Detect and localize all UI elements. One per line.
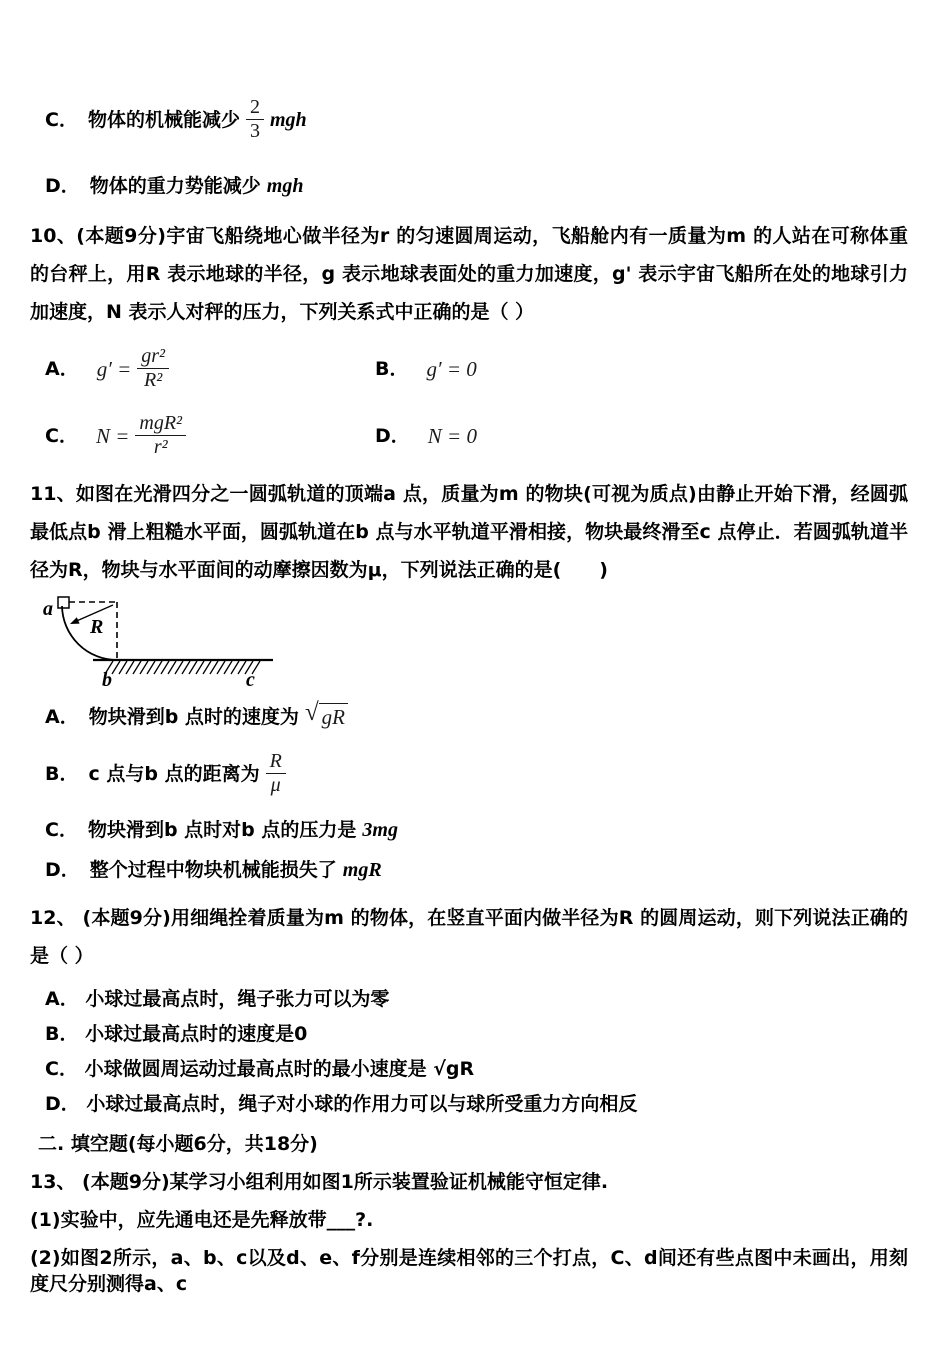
q10-option-b [375,356,908,382]
option-text: 小球过最高点时的速度是0 [85,1023,308,1045]
q12-stem: 12、 (本题9分)用细绳拴着质量为m 的物体，在竖直平面内做半径为R 的圆周运动，则下列说法正确的是（ ） [30,907,908,967]
fraction-numerator: gr² [137,345,169,369]
q11-option-b [45,750,908,797]
figure-label-c: c [246,669,255,691]
figure-label-b: b [102,669,112,691]
formula-lhs: N = [95,423,130,448]
fraction [246,96,264,143]
option-label: C． [45,1058,78,1080]
q10-option-c [45,412,375,459]
fraction [266,750,286,797]
radius-arrowhead [70,617,80,624]
q13-part2: (2)如图2所示，a、b、c以及d、e、f分别是连续相邻的三个打点，C、d间还有些点图中未画出，用刻度尺分别测得a、c [30,1247,908,1295]
option-math: mgh [266,175,304,197]
fraction-denominator: r² [153,436,168,458]
option-label: A． [45,705,79,728]
q10-stem: 10、(本题9分)宇宙飞船绕地心做半径为r 的匀速圆周运动，飞船舱内有一质量为m 的人站在可称体重的台秤上，用R 表示地球的半径，g 表示地球表面处的重力加速度，g' 表示宇宙飞船所在处的地球引力加速度，N 表示人对秤的压力，下列关系式中正确的是（ ） [30,225,908,323]
formula: g′ = 0 [426,356,477,381]
option-math: 3mg [362,819,398,841]
fraction-denominator: μ [270,774,281,796]
option-text: 小球过最高点时，绳子张力可以为零 [85,988,390,1010]
fraction-numerator: mgR² [135,412,186,436]
q11-stem: 11、如图在光滑四分之一圆弧轨道的顶端a 点，质量为m 的物块(可视为质点)由静止开始下滑，经圆弧最低点b 滑上粗糙水平面，圆弧轨道在b 点与水平轨道平滑相接，物块最终滑至c 点停止．若圆弧轨道半径为R，物块与水平面间的动摩擦因数为μ，下列说法正确的是( ) [30,483,908,581]
option-text: 物体的机械能减少 [87,108,240,131]
option-label: B． [45,1023,79,1045]
fraction [135,412,186,459]
fraction-denominator: 3 [249,120,260,142]
option-label: C． [45,819,78,841]
q13-part1: (1)实验中，应先通电还是先释放带___?. [30,1209,374,1231]
radical-sign: √ [304,699,319,726]
block-square [58,597,69,608]
option-text: 小球做圆周运动过最高点时的最小速度是 √gR [84,1058,475,1080]
q11-figure [38,593,338,693]
q12-option-b [45,1023,908,1045]
q10-option-d [375,423,908,449]
q12-option-d [45,1093,908,1115]
option-text: c 点与b 点的距离为 [88,762,260,785]
option-math: mgR [342,859,382,881]
option-math: mgh [269,108,307,131]
q12-option-c [45,1058,908,1080]
q13-stem: 13、 (本题9分)某学习小组利用如图1所示装置验证机械能守恒定律. [30,1171,609,1193]
fraction-numerator: 2 [246,96,264,120]
q11-option-d [45,857,908,883]
option-label: D． [45,1093,80,1115]
option-text: 整个过程中物块机械能损失了 [89,859,337,881]
fraction-denominator: R² [144,369,163,391]
fraction-numerator: R [266,750,286,774]
q9-option-d [45,173,908,199]
option-label: A． [45,357,79,380]
q11-option-a [45,699,908,730]
formula-lhs: g′ = [96,356,132,381]
option-text: 物块滑到b 点时的速度为 [88,705,299,728]
option-label: D． [375,424,410,447]
option-label: B． [45,762,79,785]
option-label: C． [45,108,78,131]
sqrt-expression [304,699,348,730]
q10-options [45,345,908,459]
option-text: 物块滑到b 点时对b 点的压力是 [87,819,357,841]
option-label: C． [45,424,78,447]
option-label: A． [45,988,79,1010]
section2-header: 二. 填空题(每小题6分，共18分) [38,1133,318,1155]
figure-label-a: a [43,598,53,620]
option-text: 小球过最高点时，绳子对小球的作用力可以与球所受重力方向相反 [86,1093,638,1115]
fraction [137,345,169,392]
figure-label-r: R [90,616,104,638]
radicand: gR [319,703,348,730]
option-label: D． [45,859,80,881]
option-text: 物体的重力势能减少 [89,175,261,197]
q10-option-a [45,345,375,392]
option-label: B． [375,357,409,380]
q9-option-c [45,96,908,143]
q11-option-c [45,817,908,843]
q12-option-a [45,988,908,1010]
option-label: D． [45,175,80,197]
ground-hatching [105,661,260,674]
formula: N = 0 [427,423,477,448]
